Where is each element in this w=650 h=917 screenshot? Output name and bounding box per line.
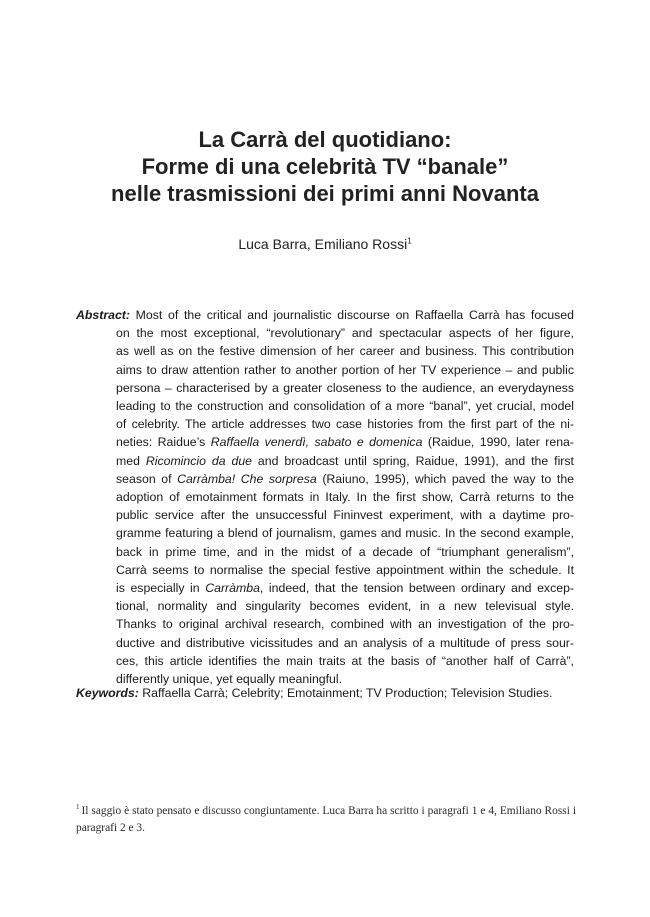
abstract-text: is especially in — [116, 581, 206, 596]
show-title: Raffaella venerdì, sabato e domenica — [210, 435, 423, 450]
abstract-line: adoption of emotainment formats in Italy. In the first show, Carrà returns to the — [116, 490, 574, 505]
abstract-text: med — [116, 453, 146, 468]
abstract-line: of celebrity. The article addresses two case histories from the first part of the ni- — [116, 417, 574, 432]
abstract-line: tional, normality and singularity becomes evident, in a new televisual style. — [116, 599, 574, 614]
abstract — [76, 306, 574, 688]
keywords — [76, 684, 574, 702]
abstract-line: ces, this article identifies the main traits at the basis of “another half of Carrà”, — [116, 653, 574, 668]
title-line-3: nelle trasmissioni dei primi anni Novanta — [111, 181, 539, 206]
show-title: Ricomincio da due — [145, 453, 253, 468]
abstract-line — [76, 452, 574, 470]
abstract-label: Abstract: — [76, 308, 130, 322]
author-names: Luca Barra, Emiliano Rossi — [238, 236, 408, 252]
author-line — [0, 236, 650, 252]
keywords-text: Raffaella Carrà; Celebrity; Emotainment; TV Production; Television Studies. — [138, 686, 553, 700]
title-line-1: La Carrà del quotidiano: — [198, 127, 452, 152]
abstract-line — [76, 433, 574, 451]
abstract-line: Thanks to original archival research, combined with an investigation of the pro- — [116, 617, 574, 632]
abstract-text: and broadcast until spring, Raidue, 1991), and the first — [252, 453, 574, 468]
abstract-line: leading to the construction and consolidation of a more “banal”, yet crucial, model — [116, 399, 574, 414]
abstract-text: (Raidue, 1990, later rena- — [422, 435, 574, 450]
keywords-label: Keywords: — [76, 686, 139, 700]
show-title: Carràmba! Che sorpresa — [177, 471, 317, 486]
abstract-text: neties: Raidue’s — [116, 435, 211, 450]
abstract-line: gramme featuring a blend of journalism, games and music. In the second example, — [116, 526, 574, 541]
abstract-line: differently unique, yet equally meaningful. — [116, 672, 343, 687]
abstract-line — [76, 470, 574, 488]
abstract-text: Most of the critical and journalistic discourse on Raffaella Carrà has focused — [129, 308, 574, 322]
article-title — [0, 126, 650, 207]
abstract-line: Carrà seems to normalise the special festive appointment within the schedule. It — [116, 562, 574, 577]
abstract-text: season of — [116, 471, 178, 486]
abstract-line — [76, 306, 574, 324]
abstract-text: (Raiuno, 1995), which paved the way to the — [316, 471, 574, 486]
abstract-line: ductive and distributive vicissitudes and an analysis of a multitude of press sour- — [116, 635, 574, 650]
abstract-line: aims to draw attention rather to another portion of her TV experience – and public — [116, 362, 574, 377]
author-footnote-marker: 1 — [407, 236, 412, 246]
show-title: Carràmba — [205, 581, 260, 596]
footnote-marker: 1 — [76, 803, 80, 811]
abstract-line: public service after the unsuccessful Fininvest experiment, with a daytime pro- — [116, 508, 574, 523]
footnote-text: Il saggio è stato pensato e discusso congiuntamente. Luca Barra ha scritto i paragrafi 1 e 4, Emiliano Rossi i paragrafi 2 e 3. — [76, 804, 576, 834]
abstract-text: , indeed, that the tension between ordinary and excep- — [259, 581, 574, 596]
abstract-line — [76, 579, 574, 597]
abstract-line: back in prime time, and in the midst of a decade of “triumphant generalism”, — [116, 544, 574, 559]
abstract-line: as well as on the festive dimension of her career and business. This contribution — [116, 344, 574, 359]
abstract-line: on the most exceptional, “revolutionary” and spectacular aspects of her figure, — [116, 326, 574, 341]
abstract-line: persona – characterised by a greater closeness to the audience, an everydayness — [116, 380, 574, 395]
title-line-2: Forme di una celebrità TV “banale” — [141, 154, 509, 179]
footnote — [76, 799, 576, 837]
